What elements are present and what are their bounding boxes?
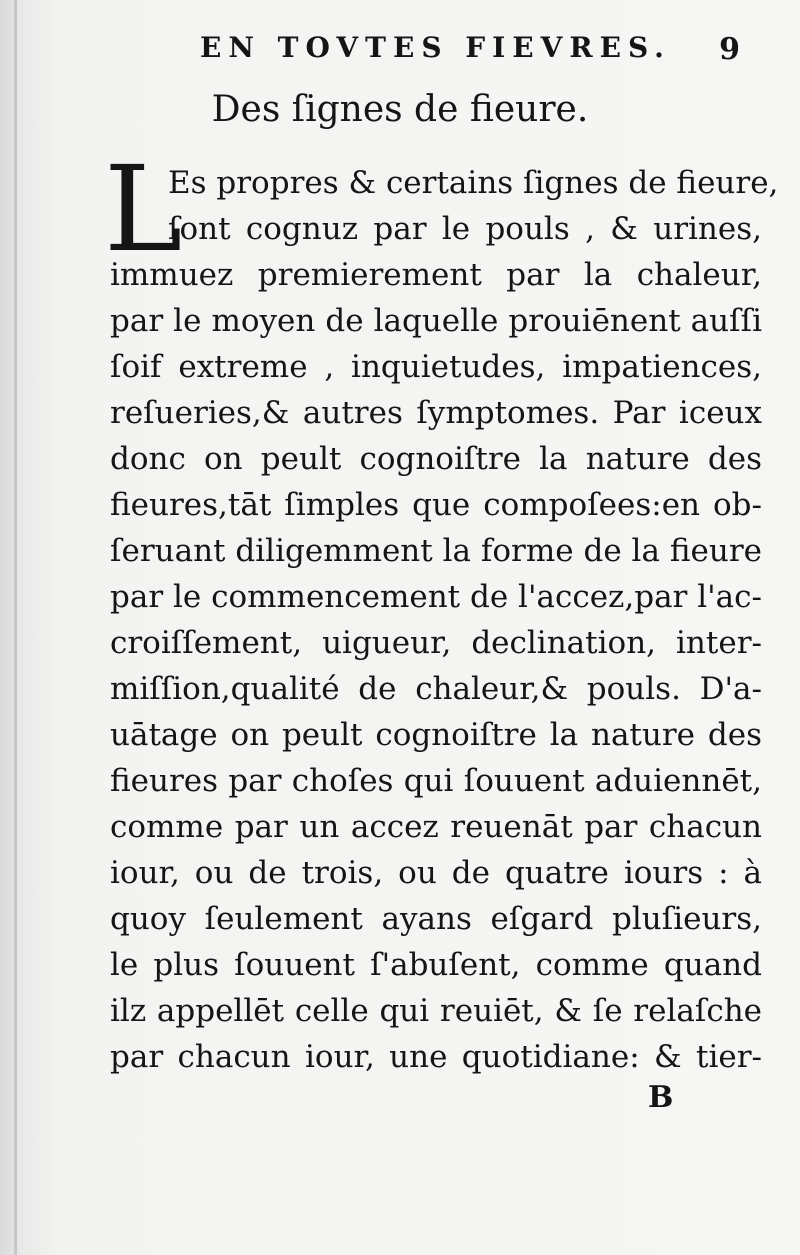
- section-title: Des ſignes de fieure.: [211, 89, 589, 130]
- text-line: croiſſement, uigueur, declination, inter-: [110, 625, 762, 661]
- running-head: EN TOVTES FIEVRES.: [200, 31, 671, 64]
- text-line: quoy ſeulement ayans eſgard pluſieurs,: [110, 901, 762, 937]
- text-line: ilz appellēt celle qui reuiēt, & ſe relaſche: [110, 993, 762, 1029]
- text-line: par chacun iour, une quotidiane: & tier-: [110, 1039, 762, 1075]
- drop-cap: L: [104, 140, 183, 278]
- text-line: fieures,tāt ſimples que compoſees:en ob-: [110, 487, 762, 523]
- body-text: [110, 160, 779, 1080]
- text-line: par le commencement de l'accez,par l'ac-: [110, 579, 762, 615]
- text-line: fieures par choſes qui ſouuent aduiennēt,: [110, 763, 762, 799]
- text-line: ſoif extreme , inquietudes, impatiences,: [110, 349, 762, 385]
- page-gutter: [14, 0, 17, 1255]
- text-line: miſſion,qualité de chaleur,& pouls. D'a-: [110, 671, 762, 707]
- text-line: Es propres & certains ſignes de fieure,: [168, 165, 779, 201]
- text-line: uātage on peult cognoiſtre la nature des: [110, 717, 762, 753]
- text-line: reſueries,& autres ſymptomes. Par iceux: [110, 395, 762, 431]
- text-line: immuez premierement par la chaleur,: [110, 257, 762, 293]
- text-line: ſont cognuz par le pouls , & urines,: [168, 211, 762, 247]
- text-line: par le moyen de laquelle prouiēnent auſſi: [110, 303, 762, 339]
- text-line: iour, ou de trois, ou de quatre iours : à: [110, 855, 762, 891]
- signature-mark: B: [648, 1080, 674, 1115]
- text-line: comme par un accez reuenāt par chacun: [110, 809, 762, 845]
- text-line: donc on peult cognoiſtre la nature des: [110, 441, 762, 477]
- text-line: ſeruant diligemment la forme de la fieure: [110, 533, 762, 569]
- page-number: 9: [719, 32, 740, 67]
- text-line: le plus ſouuent ſ'abuſent, comme quand: [110, 947, 762, 983]
